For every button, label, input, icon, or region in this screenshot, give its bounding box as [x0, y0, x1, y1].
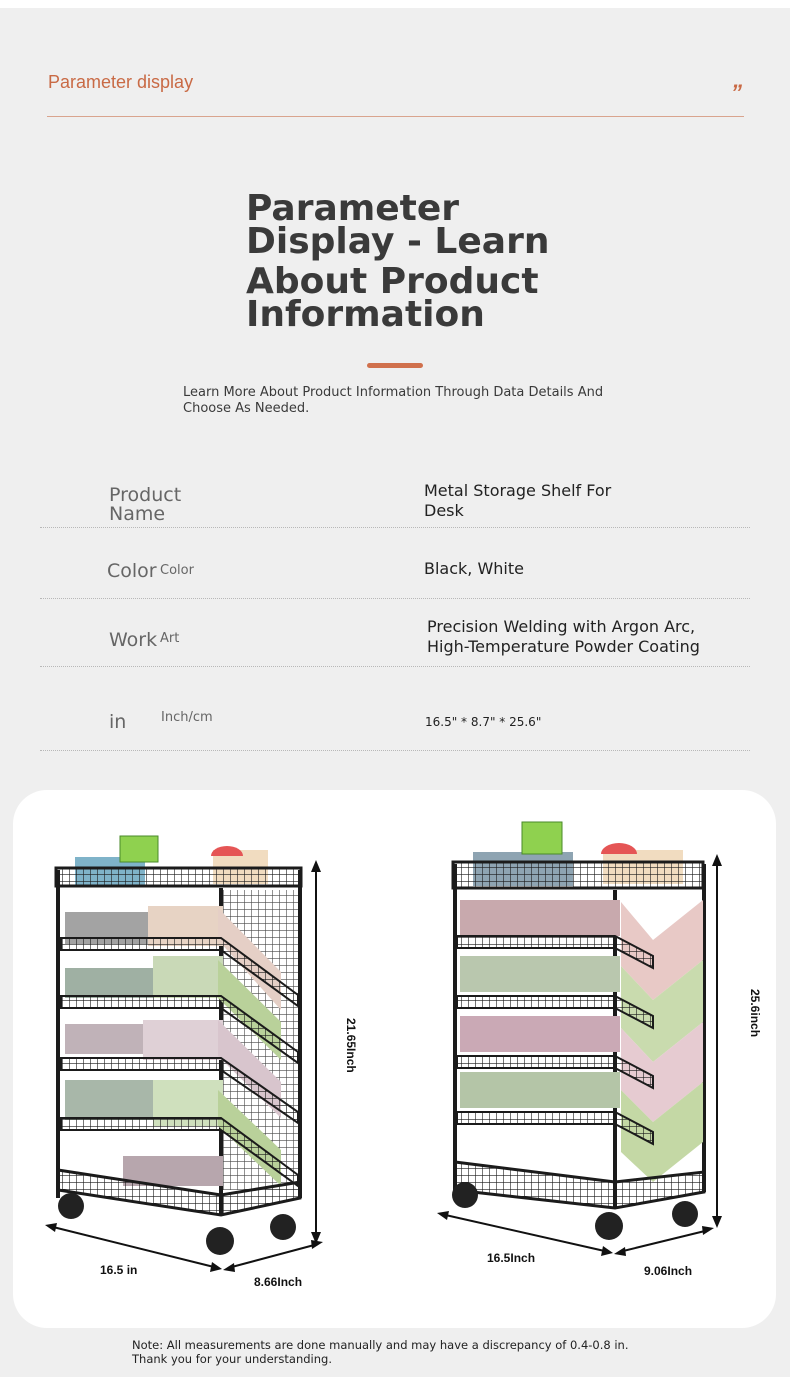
- param-sublabel-size: Inch/cm: [161, 710, 213, 725]
- dimension-left-depth: 8.66Inch: [254, 1275, 303, 1289]
- headline-subtext: Learn More About Product Information Through Data Details And Choose As Needed.: [183, 385, 604, 416]
- product-illustration: [13, 790, 776, 1328]
- measurement-note: Note: All measurements are done manually and may have a discrepancy of 0.4-0.8 in. Thank you for your understanding.: [132, 1338, 629, 1366]
- top-strip: [0, 0, 790, 8]
- section-title: Parameter display: [48, 72, 194, 92]
- param-label-work: Work: [109, 629, 158, 651]
- param-label-product-name: Product Name: [109, 484, 182, 525]
- product-image-card: [13, 790, 776, 1328]
- headline-accent-bar: [367, 363, 423, 368]
- param-value-size: 16.5" * 8.7" * 25.6": [425, 715, 542, 729]
- param-value-work: Precision Welding with Argon Arc, High-Temperature Powder Coating: [427, 617, 700, 656]
- headline-line-4: Information: [246, 294, 485, 335]
- headline-line-1: Parameter: [246, 188, 460, 229]
- shelf-left: [45, 836, 323, 1272]
- headline-line-3: About Product: [246, 261, 539, 302]
- dimension-left-width: 16.5 in: [100, 1263, 138, 1277]
- row-divider: [40, 598, 750, 599]
- header-divider: [47, 116, 744, 117]
- shelf-right: [437, 822, 722, 1256]
- dimension-right-height: 25.6inch: [748, 989, 762, 1038]
- dimension-right-width: 16.5Inch: [487, 1251, 536, 1265]
- page-headline: [246, 188, 576, 335]
- param-label-size: in: [109, 711, 127, 733]
- quote-mark-icon: ”: [731, 80, 740, 105]
- row-divider: [40, 527, 750, 528]
- row-divider: [40, 750, 750, 751]
- row-divider: [40, 666, 750, 667]
- param-sublabel-work: Art: [160, 631, 180, 646]
- param-label-color: Color: [107, 560, 157, 582]
- dimension-left-height: 21.65Inch: [344, 1018, 358, 1073]
- headline-line-2: Display - Learn: [246, 221, 550, 262]
- param-value-color: Black, White: [424, 559, 524, 578]
- param-value-product-name: Metal Storage Shelf For Desk: [424, 481, 612, 520]
- param-sublabel-color: Color: [160, 563, 194, 578]
- dimension-right-depth: 9.06Inch: [644, 1264, 693, 1278]
